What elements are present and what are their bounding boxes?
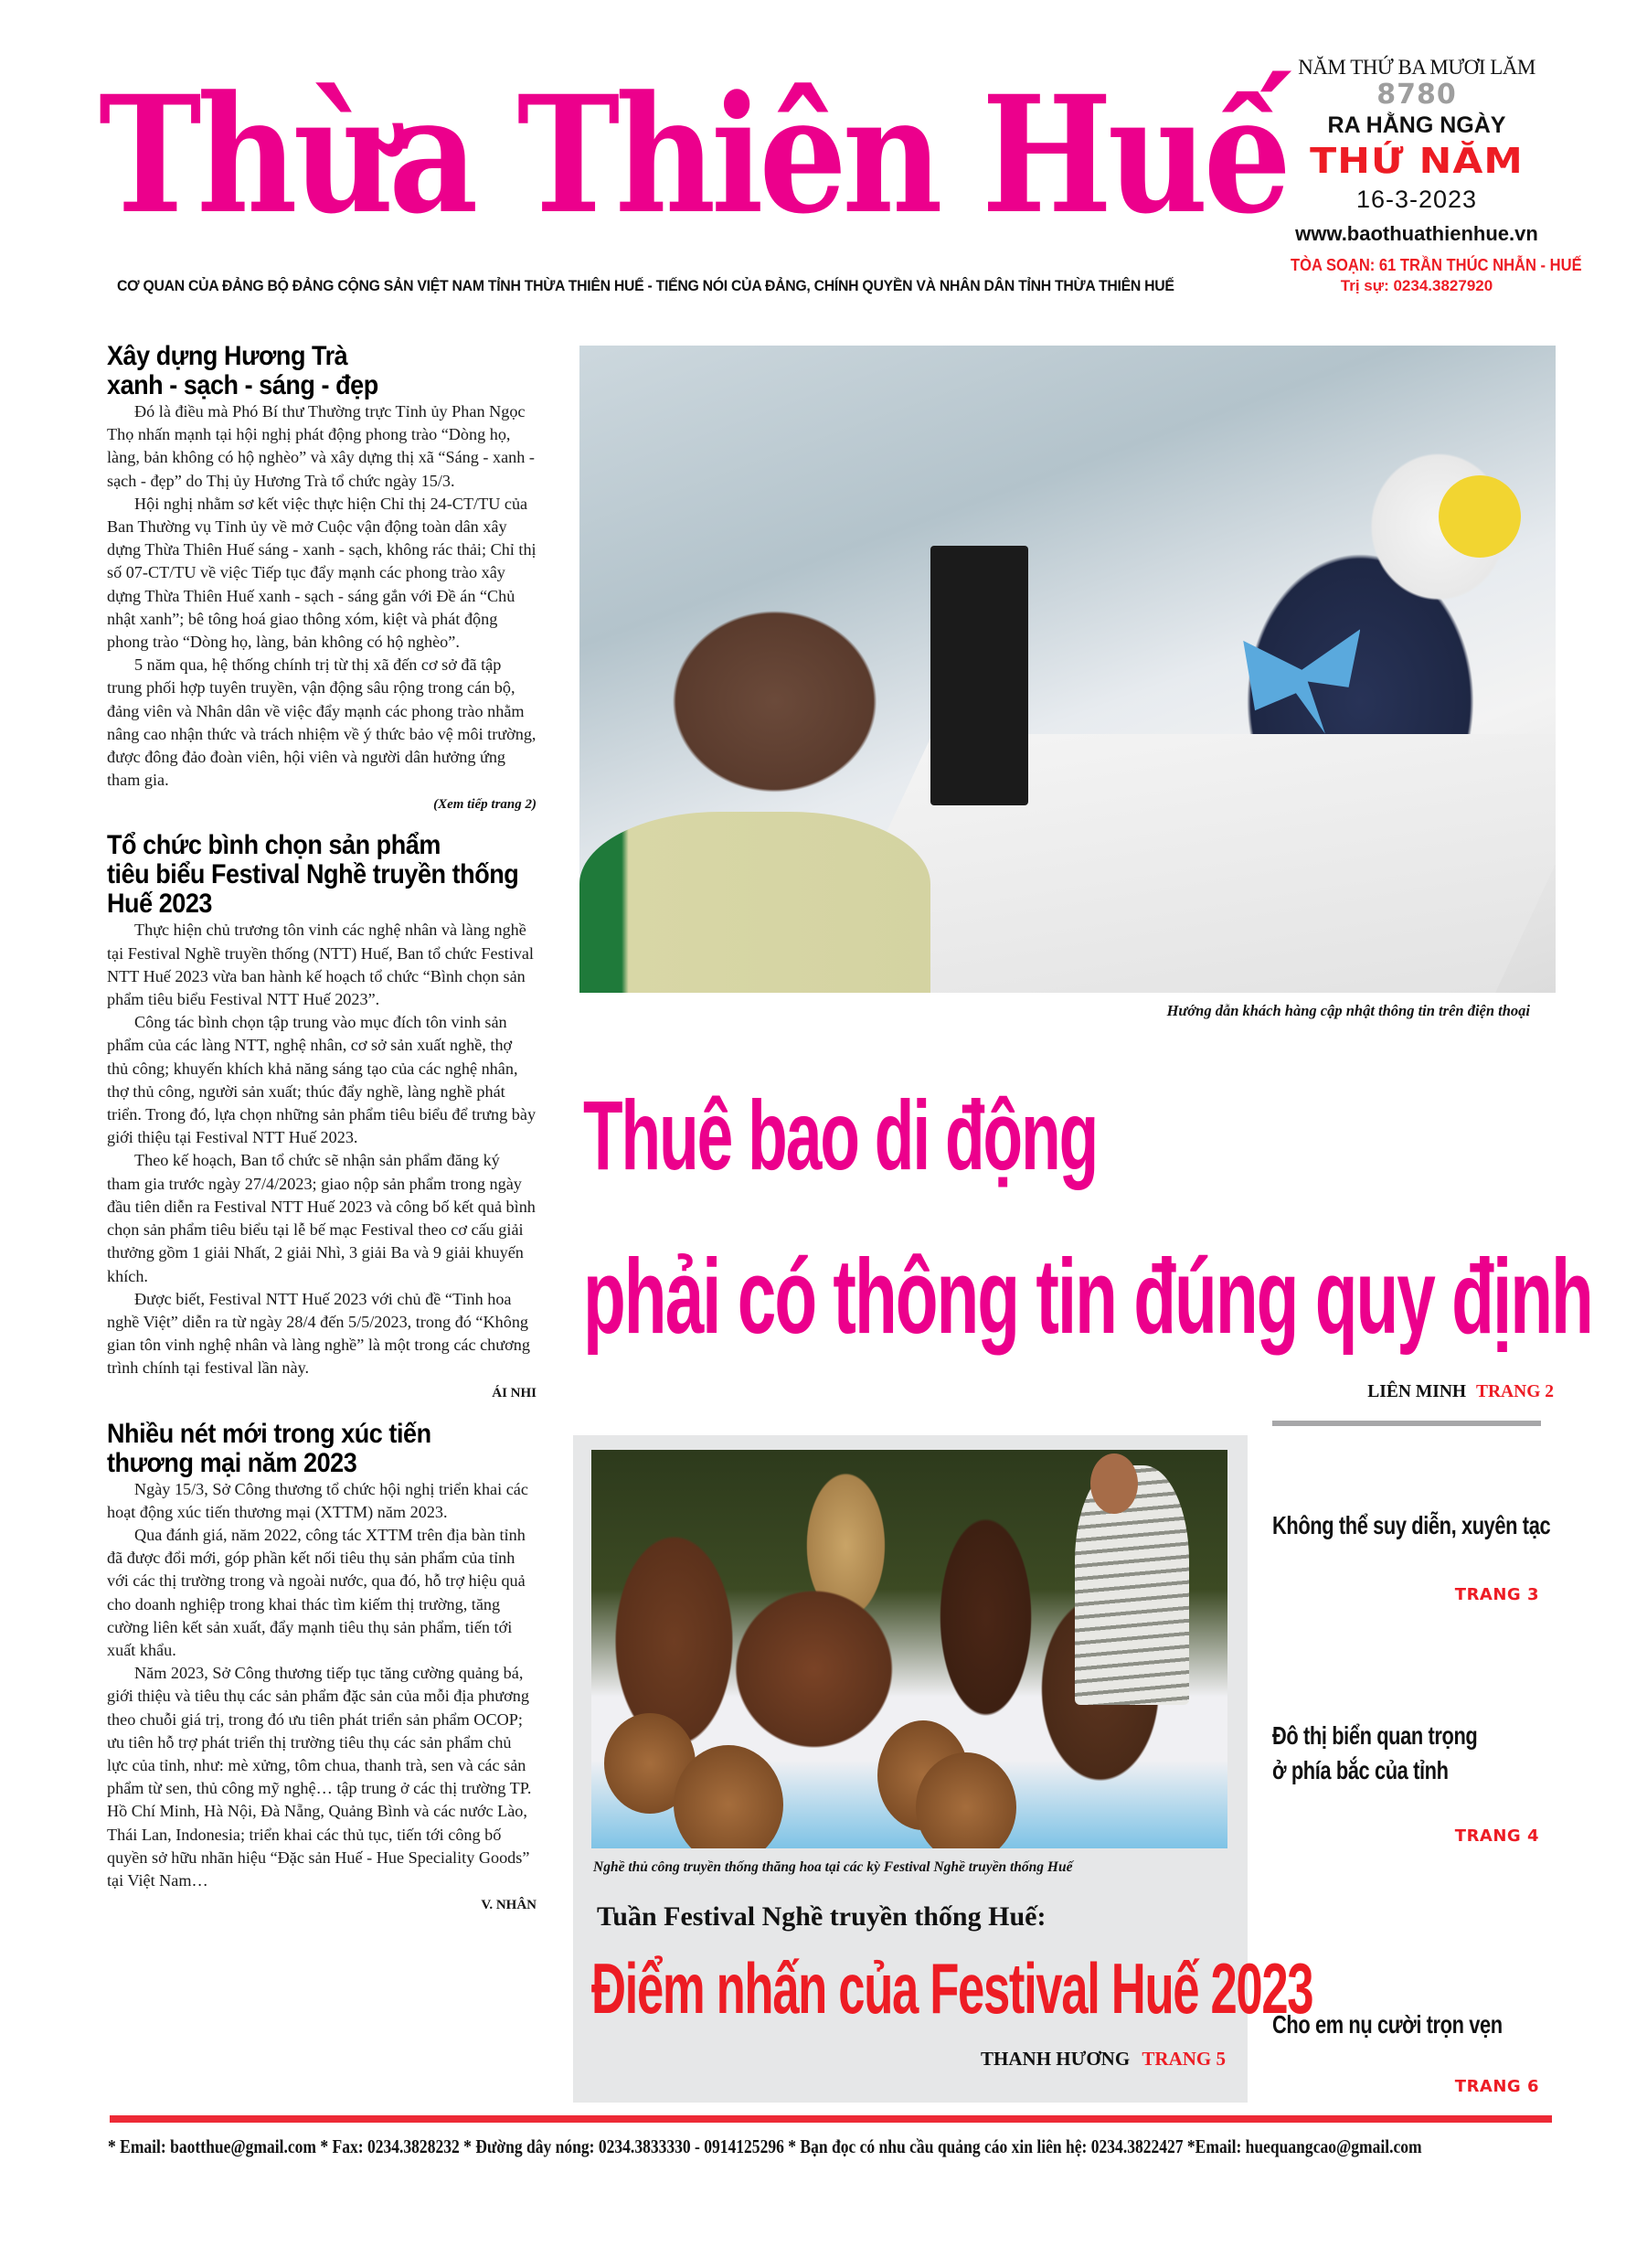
festival-author: THANH HƯƠNG <box>981 2048 1131 2070</box>
issue-date: 16-3-2023 <box>1355 186 1478 213</box>
publication-year: NĂM THỨ BA MƯƠI LĂM <box>1298 56 1535 79</box>
paragraph: Được biết, Festival NTT Huế 2023 với chủ đề “Tinh hoa nghề Việt” diễn ra từ ngày 28/4 đến 5/5/2023, trong đó “Không gian tôn vinh nghệ nhân và làng nghề” là một trong các chương trình chính tại festival lần này. <box>107 1289 530 1378</box>
headline-line: thương mại năm 2023 <box>107 1447 357 1478</box>
headline-line: Nhiều nét mới trong xúc tiến <box>107 1418 431 1449</box>
festival-feature-box[interactable] <box>573 1435 1313 2103</box>
article-body <box>107 1478 537 1893</box>
teaser-title <box>1272 2007 1550 2042</box>
teaser-item[interactable] <box>1272 1508 1551 1609</box>
paragraph: Thực hiện chủ trương tôn vinh các nghệ nhân và làng nghề tại Festival Nghề truyền thống (NTT) Huế, Ban tổ chức Festival NTT Huế 2023 vừa ban hành kế hoạch tổ chức “Bình chọn sản phẩm tiêu biểu Festival NTT Huế 2023”. <box>107 921 534 1009</box>
teaser-page-ref[interactable]: TRANG 4 <box>1454 1826 1539 1846</box>
article-trade-promotion[interactable] <box>107 1420 537 1914</box>
headline-line: xanh - sạch - sáng - đẹp <box>107 370 378 400</box>
festival-photo-caption: Nghề thủ công truyền thống thăng hoa tại các kỳ Festival Nghề truyền thống Huế <box>593 1859 1073 1875</box>
article-headline <box>107 1420 537 1478</box>
article-festival-selection[interactable] <box>107 831 537 1400</box>
article-headline <box>107 342 537 400</box>
lead-headline-line2: phải có thông tin đúng quy định <box>583 1237 1592 1356</box>
photo-plate-shape <box>674 1745 783 1848</box>
paragraph: Theo kế hoạch, Ban tổ chức sẽ nhận sản phẩm đăng ký tham gia trước ngày 27/4/2023; giao nộp sản phẩm trong ngày đầu tiên diễn ra Festival NTT Huế 2023 và công bố kết quả bình chọn sản phẩm tiêu biểu tại lễ bế mạc Festival theo cơ cấu giải thưởng gồm 1 giải Nhất, 2 giải Nhì, 3 giải Ba và 9 giải khuyến khích. <box>107 1151 536 1285</box>
teaser-item[interactable] <box>1272 2007 1546 2108</box>
festival-photo[interactable] <box>591 1450 1227 1848</box>
lead-page-ref[interactable]: TRANG 2 <box>1475 1382 1554 1401</box>
paragraph: Công tác bình chọn tập trung vào mục đích tôn vinh sản phẩm của các làng NTT, nghệ nhân, cơ sở sản xuất nghề, thợ thủ công; khuyến khích khả năng sáng tạo của các nghệ nhân, thợ thủ công, người sản xuất; thúc đẩy nghề, làng nghề phát triển. Trong đó, lựa chọn những sản phẩm tiêu biểu để trưng bày giới thiệu tại Festival NTT Huế 2023. <box>107 1013 537 1147</box>
article-headline <box>107 831 537 919</box>
teaser-item[interactable] <box>1272 1719 1546 1847</box>
headline-line: Xây dựng Hương Trà <box>107 341 348 371</box>
lead-byline <box>1170 1382 1554 1402</box>
paragraph: Năm 2023, Sở Công thương tiếp tục tăng cường quảng bá, giới thiệu và tiêu thụ các sản phẩm đặc sản của mỗi địa phương theo chuỗi giá trị, trong đó ưu tiên phát triển sản phẩm OCOP; ưu tiên hỗ trợ phát triển thị trường tiêu thụ các sản phẩm chủ lực của tỉnh, như: mè xửng, tôm chua, thanh trà, sen và các sản phẩm từ sen, thủ công mỹ nghệ… tập trung ở các thị trường TP. Hồ Chí Minh, Hà Nội, Đà Nẵng, Quảng Bình và các nước Lào, Thái Lan, Indonesia; triển khai các thủ tục, tiến tới công bố quyền sở hữu nhãn hiệu “Đặc sản Huế - Hue Speciality Goods” tại Việt Nam… <box>107 1664 532 1890</box>
issue-info <box>1280 55 1582 296</box>
headline-line: Tổ chức bình chọn sản phẩm <box>107 830 441 861</box>
article-huong-tra[interactable] <box>107 342 537 813</box>
paragraph: 5 năm qua, hệ thống chính trị từ thị xã đến cơ sở đã tập trung phối hợp tuyên truyền, vận động sâu rộng trong cán bộ, đảng viên và Nhân dân về việc đẩy mạnh các phong trào nhằm nâng cao nhận thức và trách nhiệm về ý thức bảo vệ môi trường, được đông đảo đoàn viên, hội viên và người dân hưởng ứng tham gia. <box>107 655 537 790</box>
office-address: TÒA SOẠN: 61 TRẦN THÚC NHẪN - HUẾ <box>1291 256 1582 274</box>
teaser-title-line: Không thể suy diễn, xuyên tạc <box>1272 1511 1551 1539</box>
footer-divider <box>110 2115 1552 2123</box>
photo-bow-shape <box>1243 617 1360 733</box>
website-link[interactable]: www.baothuathienhue.vn <box>1295 222 1538 245</box>
newspaper-title: Thừa Thiên Huế <box>99 60 1287 250</box>
festival-kicker: Tuần Festival Nghề truyền thống Huế: <box>597 1901 1047 1932</box>
teaser-title-line: Cho em nụ cười trọn vẹn <box>1272 2010 1503 2039</box>
lead-headline-line1: Thuê bao di động <box>583 1080 1098 1190</box>
teaser-page-ref[interactable]: TRANG 3 <box>1454 1585 1539 1604</box>
paragraph: Hội nghị nhằm sơ kết việc thực hiện Chỉ thị 24-CT/TU của Ban Thường vụ Tỉnh ủy về mở Cuộc vận động toàn dân xây dựng Thừa Thiên Huế sáng - xanh - sạch, không rác thải; Chỉ thị số 07-CT/TU về việc Tiếp tục đẩy mạnh các phong trào xây dựng Thừa Thiên Huế xanh - sạch - sáng gắn với Đề án “Chủ nhật xanh”; bê tông hoá giao thông xóm, kiệt và phát động phong trào “Dòng họ, làng, bản không có hộ nghèo”. <box>107 494 537 652</box>
photo-customer-shape <box>579 812 930 993</box>
left-column <box>107 342 537 1932</box>
teaser-title <box>1272 1719 1550 1788</box>
paragraph: Qua đánh giá, năm 2022, công tác XTTM trên địa bàn tỉnh đã được đổi mới, góp phần kết nối tiêu thụ sản phẩm của tỉnh với các thị trường trong và ngoài nước, qua đó, hỗ trợ hiệu quả cho doanh nghiệp trong khai thác tìm kiếm thị trường, tăng cường liên kết sản xuất, đẩy mạnh tiêu thụ sản phẩm, tiến tới xuất khẩu. <box>107 1525 526 1659</box>
teaser-page-ref[interactable]: TRANG 6 <box>1454 2077 1539 2096</box>
issue-number: 8780 <box>1376 79 1457 111</box>
continued-on-page[interactable]: (Xem tiếp trang 2) <box>433 797 537 813</box>
lead-headline[interactable] <box>583 1051 1592 1380</box>
article-body <box>107 919 537 1379</box>
teaser-title-line: ở phía bắc của tỉnh <box>1272 1756 1449 1784</box>
paragraph: Đó là điều mà Phó Bí thư Thường trực Tỉnh ủy Phan Ngọc Thọ nhấn mạnh tại hội nghị phát động phong trào “Dòng họ, làng, bản không có hộ nghèo” và xây dựng thị xã “Sáng - xanh - sạch - đẹp” do Thị ủy Hương Trà tổ chức ngày 15/3. <box>107 402 535 490</box>
article-body <box>107 400 537 792</box>
paragraph: Ngày 15/3, Sở Công thương tổ chức hội nghị triển khai các hoạt động xúc tiến thương mại (XTTM) năm 2023. <box>107 1479 528 1521</box>
lead-author: LIÊN MINH <box>1367 1382 1467 1401</box>
admin-phone: Trị sự: 0234.3827920 <box>1340 277 1493 294</box>
festival-headline[interactable]: Điểm nhấn của Festival Huế 2023 <box>591 1948 1313 2028</box>
photo-monitor-shape <box>930 546 1028 804</box>
teaser-title <box>1272 1508 1550 1543</box>
footer-contact-info: * Email: baotthue@gmail.com * Fax: 0234.3828232 * Đường dây nóng: 0234.3833330 - 0914125296 * Bạn đọc có nhu cầu quảng cáo xin liên hệ: 0234.3822427 *Email: huequangcao@gmail.com <box>108 2135 1422 2157</box>
newspaper-subtitle: CƠ QUAN CỦA ĐẢNG BỘ ĐẢNG CỘNG SẢN VIỆT NAM TỈNH THỪA THIÊN HUẾ - TIẾNG NÓI CỦA ĐẢNG, CHÍNH QUYỀN VÀ NHÂN DÂN TỈNH THỪA THIÊN HUẾ <box>117 277 1174 294</box>
photo-sign-shape <box>1439 475 1521 558</box>
divider <box>1272 1421 1541 1426</box>
publication-frequency: RA HẰNG NGÀY <box>1327 112 1506 138</box>
headline-line: tiêu biểu Festival Nghề truyền thống <box>107 859 519 890</box>
issue-weekday: THỨ NĂM <box>1310 141 1524 181</box>
article-byline: ÁI NHI <box>492 1385 537 1400</box>
headline-line: Huế 2023 <box>107 889 212 920</box>
lead-photo-caption: Hướng dẫn khách hàng cập nhật thông tin trên điện thoại <box>1166 1002 1530 1019</box>
article-byline: V. NHÂN <box>481 1898 537 1913</box>
lead-photo[interactable] <box>579 346 1556 993</box>
photo-plate-shape <box>916 1752 1016 1848</box>
festival-byline <box>981 2048 1226 2071</box>
teaser-title-line: Đô thị biển quan trọng <box>1272 1721 1478 1750</box>
festival-page-ref[interactable]: TRANG 5 <box>1142 2048 1226 2070</box>
